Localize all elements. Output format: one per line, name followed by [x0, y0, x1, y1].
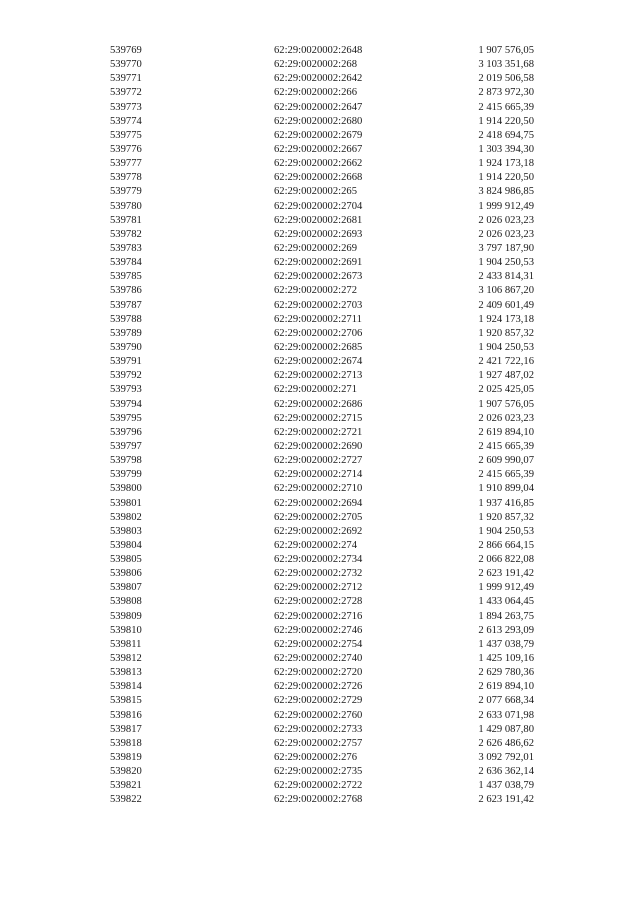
row-number-cell: 539801	[110, 497, 142, 509]
value-cell: 1 910 899,04	[478, 483, 534, 495]
value-cell: 2 415 665,39	[478, 469, 534, 481]
cadastral-number-cell: 62:29:0020002:2686	[274, 398, 363, 410]
value-cell: 2 409 601,49	[478, 299, 534, 311]
row-number-cell: 539770	[110, 59, 142, 71]
row-number-cell: 539789	[110, 327, 142, 339]
cadastral-number-cell: 62:29:0020002:2681	[274, 214, 363, 226]
value-cell: 1 907 576,05	[478, 398, 534, 410]
table-row	[0, 341, 640, 355]
row-number-cell: 539812	[110, 653, 142, 665]
value-cell: 1 999 912,49	[478, 582, 534, 594]
table-row	[0, 171, 640, 185]
value-cell: 3 797 187,90	[478, 242, 534, 254]
value-cell: 2 418 694,75	[478, 129, 534, 141]
table-row	[0, 624, 640, 638]
value-cell: 1 914 220,50	[478, 172, 534, 184]
row-number-cell: 539816	[110, 709, 142, 721]
value-cell: 2 619 894,10	[478, 681, 534, 693]
row-number-cell: 539773	[110, 101, 142, 113]
value-cell: 1 920 857,32	[478, 327, 534, 339]
cadastral-number-cell: 62:29:0020002:2648	[274, 45, 363, 56]
table-row	[0, 440, 640, 454]
row-number-cell: 539794	[110, 398, 142, 410]
table-row	[0, 143, 640, 157]
value-cell: 2 077 668,34	[478, 695, 534, 707]
row-number-cell: 539803	[110, 525, 142, 537]
value-cell: 2 626 486,62	[478, 737, 534, 749]
row-number-cell: 539779	[110, 186, 142, 198]
row-number-cell: 539785	[110, 271, 142, 283]
table-row	[0, 58, 640, 72]
table-row	[0, 709, 640, 723]
table-row	[0, 214, 640, 228]
cadastral-number-cell: 62:29:0020002:272	[274, 285, 357, 297]
row-number-cell: 539805	[110, 554, 142, 566]
table-row	[0, 327, 640, 341]
value-cell: 2 609 990,07	[478, 455, 534, 467]
cadastral-number-cell: 62:29:0020002:2734	[274, 554, 363, 566]
row-number-cell: 539821	[110, 780, 142, 792]
table-row	[0, 369, 640, 383]
value-cell: 2 026 023,23	[478, 214, 534, 226]
value-cell: 1 437 038,79	[478, 638, 534, 650]
cadastral-number-cell: 62:29:0020002:271	[274, 384, 357, 396]
value-cell: 3 106 867,20	[478, 285, 534, 297]
cadastral-number-cell: 62:29:0020002:2706	[274, 327, 363, 339]
value-cell: 1 920 857,32	[478, 511, 534, 523]
table-row	[0, 567, 640, 581]
row-number-cell: 539810	[110, 624, 142, 636]
row-number-cell: 539777	[110, 158, 142, 170]
table-row	[0, 610, 640, 624]
row-number-cell: 539791	[110, 356, 142, 368]
table-row	[0, 511, 640, 525]
cadastral-number-cell: 62:29:0020002:2662	[274, 158, 363, 170]
row-number-cell: 539790	[110, 341, 142, 353]
table-row	[0, 426, 640, 440]
cadastral-number-cell: 62:29:0020002:2733	[274, 723, 363, 735]
cadastral-number-cell: 62:29:0020002:2692	[274, 525, 363, 537]
data-table	[0, 44, 640, 808]
cadastral-number-cell: 62:29:0020002:2679	[274, 129, 363, 141]
row-number-cell: 539807	[110, 582, 142, 594]
table-row	[0, 228, 640, 242]
row-number-cell: 539784	[110, 257, 142, 269]
value-cell: 1 927 487,02	[478, 370, 534, 382]
table-row	[0, 72, 640, 86]
row-number-cell: 539782	[110, 228, 142, 240]
row-number-cell: 539769	[110, 45, 142, 56]
cadastral-number-cell: 62:29:0020002:268	[274, 59, 357, 71]
table-row	[0, 793, 640, 807]
table-row	[0, 694, 640, 708]
row-number-cell: 539781	[110, 214, 142, 226]
value-cell: 2 421 722,16	[478, 356, 534, 368]
table-row	[0, 468, 640, 482]
value-cell: 2 623 191,42	[478, 794, 534, 806]
cadastral-number-cell: 62:29:0020002:2726	[274, 681, 363, 693]
row-number-cell: 539820	[110, 766, 142, 778]
table-row	[0, 157, 640, 171]
cadastral-number-cell: 62:29:0020002:2720	[274, 667, 363, 679]
table-row	[0, 115, 640, 129]
row-number-cell: 539822	[110, 794, 142, 806]
cadastral-number-cell: 62:29:0020002:2668	[274, 172, 363, 184]
cadastral-number-cell: 62:29:0020002:266	[274, 87, 357, 99]
cadastral-number-cell: 62:29:0020002:2728	[274, 596, 363, 608]
value-cell: 1 904 250,53	[478, 257, 534, 269]
table-row	[0, 680, 640, 694]
table-row	[0, 242, 640, 256]
cadastral-number-cell: 62:29:0020002:2667	[274, 143, 363, 155]
cadastral-number-cell: 62:29:0020002:2690	[274, 440, 363, 452]
cadastral-number-cell: 62:29:0020002:2714	[274, 469, 363, 481]
cadastral-number-cell: 62:29:0020002:2674	[274, 356, 363, 368]
value-cell: 2 026 023,23	[478, 228, 534, 240]
table-row	[0, 652, 640, 666]
value-cell: 1 433 064,45	[478, 596, 534, 608]
table-row	[0, 779, 640, 793]
value-cell: 2 415 665,39	[478, 101, 534, 113]
value-cell: 1 303 394,30	[478, 143, 534, 155]
cadastral-number-cell: 62:29:0020002:265	[274, 186, 357, 198]
cadastral-number-cell: 62:29:0020002:2754	[274, 638, 363, 650]
value-cell: 2 019 506,58	[478, 73, 534, 85]
cadastral-number-cell: 62:29:0020002:2693	[274, 228, 363, 240]
cadastral-number-cell: 62:29:0020002:2691	[274, 257, 363, 269]
value-cell: 2 629 780,36	[478, 667, 534, 679]
value-cell: 3 092 792,01	[478, 752, 534, 764]
row-number-cell: 539776	[110, 143, 142, 155]
table-row	[0, 497, 640, 511]
cadastral-number-cell: 62:29:0020002:2721	[274, 426, 363, 438]
table-row	[0, 284, 640, 298]
cadastral-number-cell: 62:29:0020002:2729	[274, 695, 363, 707]
value-cell: 2 623 191,42	[478, 568, 534, 580]
cadastral-number-cell: 62:29:0020002:2694	[274, 497, 363, 509]
cadastral-number-cell: 62:29:0020002:2735	[274, 766, 363, 778]
value-cell: 2 613 293,09	[478, 624, 534, 636]
value-cell: 2 026 023,23	[478, 412, 534, 424]
cadastral-number-cell: 62:29:0020002:2642	[274, 73, 363, 85]
cadastral-number-cell: 62:29:0020002:2757	[274, 737, 363, 749]
value-cell: 2 025 425,05	[478, 384, 534, 396]
table-row	[0, 200, 640, 214]
table-row	[0, 581, 640, 595]
value-cell: 1 924 173,18	[478, 313, 534, 325]
cadastral-number-cell: 62:29:0020002:2722	[274, 780, 363, 792]
cadastral-number-cell: 62:29:0020002:2710	[274, 483, 363, 495]
table-row	[0, 666, 640, 680]
row-number-cell: 539792	[110, 370, 142, 382]
row-number-cell: 539774	[110, 115, 142, 127]
row-number-cell: 539786	[110, 285, 142, 297]
table-row	[0, 751, 640, 765]
row-number-cell: 539788	[110, 313, 142, 325]
cadastral-number-cell: 62:29:0020002:2760	[274, 709, 363, 721]
row-number-cell: 539771	[110, 73, 142, 85]
value-cell: 1 425 109,16	[478, 653, 534, 665]
cadastral-number-cell: 62:29:0020002:2746	[274, 624, 363, 636]
table-row	[0, 270, 640, 284]
value-cell: 2 066 822,08	[478, 554, 534, 566]
row-number-cell: 539814	[110, 681, 142, 693]
cadastral-number-cell: 62:29:0020002:2713	[274, 370, 363, 382]
table-row	[0, 595, 640, 609]
value-cell: 2 619 894,10	[478, 426, 534, 438]
table-row	[0, 539, 640, 553]
row-number-cell: 539813	[110, 667, 142, 679]
table-row	[0, 737, 640, 751]
table-row	[0, 129, 640, 143]
cadastral-number-cell: 62:29:0020002:274	[274, 539, 357, 551]
row-number-cell: 539797	[110, 440, 142, 452]
table-row	[0, 454, 640, 468]
cadastral-number-cell: 62:29:0020002:2673	[274, 271, 363, 283]
table-row	[0, 553, 640, 567]
table-row	[0, 256, 640, 270]
value-cell: 1 914 220,50	[478, 115, 534, 127]
table-row	[0, 412, 640, 426]
cadastral-number-cell: 62:29:0020002:2685	[274, 341, 363, 353]
row-number-cell: 539783	[110, 242, 142, 254]
value-cell: 2 433 814,31	[478, 271, 534, 283]
table-row	[0, 299, 640, 313]
row-number-cell: 539804	[110, 539, 142, 551]
cadastral-number-cell: 62:29:0020002:2712	[274, 582, 363, 594]
value-cell: 1 999 912,49	[478, 200, 534, 212]
value-cell: 1 894 263,75	[478, 610, 534, 622]
value-cell: 1 924 173,18	[478, 158, 534, 170]
value-cell: 1 429 087,80	[478, 723, 534, 735]
row-number-cell: 539818	[110, 737, 142, 749]
row-number-cell: 539817	[110, 723, 142, 735]
table-row	[0, 355, 640, 369]
value-cell: 1 937 416,85	[478, 497, 534, 509]
row-number-cell: 539793	[110, 384, 142, 396]
row-number-cell: 539778	[110, 172, 142, 184]
cadastral-number-cell: 62:29:0020002:269	[274, 242, 357, 254]
table-row	[0, 398, 640, 412]
row-number-cell: 539799	[110, 469, 142, 481]
table-row	[0, 638, 640, 652]
table-row	[0, 482, 640, 496]
value-cell: 1 904 250,53	[478, 341, 534, 353]
row-number-cell: 539796	[110, 426, 142, 438]
value-cell: 2 633 071,98	[478, 709, 534, 721]
value-cell: 3 103 351,68	[478, 59, 534, 71]
cadastral-number-cell: 62:29:0020002:2740	[274, 653, 363, 665]
cadastral-number-cell: 62:29:0020002:2647	[274, 101, 363, 113]
row-number-cell: 539775	[110, 129, 142, 141]
table-row	[0, 383, 640, 397]
table-row	[0, 525, 640, 539]
row-number-cell: 539808	[110, 596, 142, 608]
row-number-cell: 539819	[110, 752, 142, 764]
value-cell: 2 415 665,39	[478, 440, 534, 452]
value-cell: 2 636 362,14	[478, 766, 534, 778]
cadastral-number-cell: 62:29:0020002:2716	[274, 610, 363, 622]
table-row	[0, 101, 640, 115]
table-row	[0, 44, 640, 58]
value-cell: 2 866 664,15	[478, 539, 534, 551]
table-row	[0, 313, 640, 327]
row-number-cell: 539815	[110, 695, 142, 707]
row-number-cell: 539802	[110, 511, 142, 523]
row-number-cell: 539780	[110, 200, 142, 212]
cadastral-number-cell: 62:29:0020002:2715	[274, 412, 363, 424]
cadastral-number-cell: 62:29:0020002:2768	[274, 794, 363, 806]
value-cell: 1 907 576,05	[478, 45, 534, 56]
table-row	[0, 765, 640, 779]
cadastral-number-cell: 62:29:0020002:2711	[274, 313, 362, 325]
value-cell: 3 824 986,85	[478, 186, 534, 198]
row-number-cell: 539787	[110, 299, 142, 311]
cadastral-number-cell: 62:29:0020002:2704	[274, 200, 363, 212]
cadastral-number-cell: 62:29:0020002:2680	[274, 115, 363, 127]
row-number-cell: 539806	[110, 568, 142, 580]
row-number-cell: 539772	[110, 87, 142, 99]
cadastral-number-cell: 62:29:0020002:2727	[274, 455, 363, 467]
row-number-cell: 539811	[110, 638, 142, 650]
row-number-cell: 539798	[110, 455, 142, 467]
row-number-cell: 539795	[110, 412, 142, 424]
table-row	[0, 185, 640, 199]
value-cell: 1 437 038,79	[478, 780, 534, 792]
table-row	[0, 86, 640, 100]
cadastral-number-cell: 62:29:0020002:2732	[274, 568, 363, 580]
cadastral-number-cell: 62:29:0020002:2705	[274, 511, 363, 523]
row-number-cell: 539800	[110, 483, 142, 495]
table-row	[0, 723, 640, 737]
cadastral-number-cell: 62:29:0020002:2703	[274, 299, 363, 311]
value-cell: 2 873 972,30	[478, 87, 534, 99]
cadastral-number-cell: 62:29:0020002:276	[274, 752, 357, 764]
value-cell: 1 904 250,53	[478, 525, 534, 537]
row-number-cell: 539809	[110, 610, 142, 622]
